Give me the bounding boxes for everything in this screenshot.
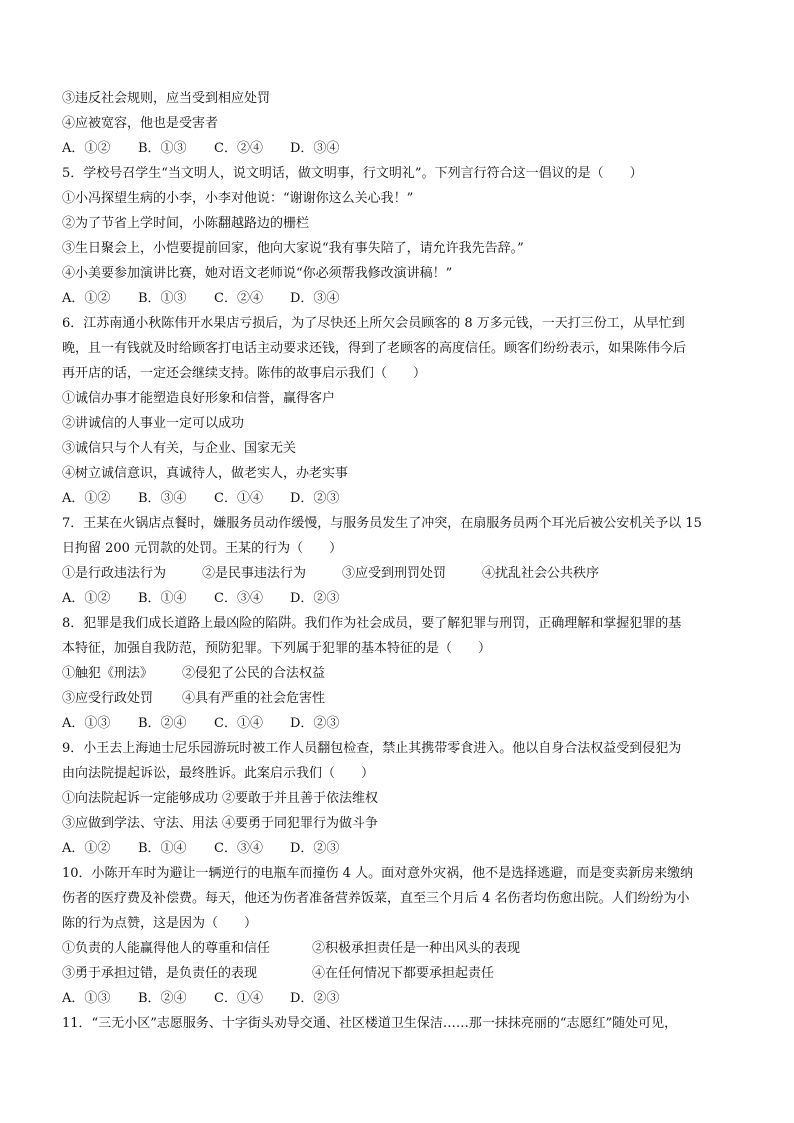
q5-item-1: ①小冯探望生病的小李，小李对他说：“谢谢你这么关心我！” [62, 191, 414, 206]
q9-item-4: ④要勇于同犯罪行为做斗争 [222, 816, 379, 831]
q10-item-2: ②积极承担责任是一种出风头的表现 [312, 941, 521, 956]
q5-item-4: ④小美要参加演讲比赛，她对语文老师说“你必须帮我修改演讲稿！” [62, 266, 453, 281]
q6-options [62, 486, 742, 511]
option-a: A．①② [62, 291, 111, 306]
option-a: A．①② [62, 141, 111, 156]
q7-items [62, 561, 742, 586]
q9-items-row-2 [62, 811, 742, 836]
option-b: B．①④ [138, 591, 187, 606]
q8-items-row-1 [62, 661, 742, 686]
option-c: C．①④ [214, 991, 263, 1006]
question-6 [62, 311, 742, 511]
option-c: C．①④ [214, 716, 263, 731]
question-stem-line: 晚，且一有钱就及时给顾客打电话主动要求还钱，得到了老顾客的高度信任。顾客们纷纷表示，如果陈伟今后 [62, 341, 687, 356]
q10-item-3: ③勇于承担过错，是负责任的表现 [62, 966, 258, 981]
question-stem-line: 伤者的医疗费及补偿费。每天，他还为伤者准备营养饭菜，直至三个月后 4 名伤者均伤愈出院。人们纷纷为小 [62, 891, 690, 906]
question-7 [62, 511, 742, 611]
question-10 [62, 861, 742, 1011]
q4-options [62, 136, 742, 161]
q8-item-1: ①触犯《刑法》 [62, 666, 154, 681]
question-stem: 5．学校号召学生“当文明人，说文明话，做文明事，行文明礼”。下列言行符合这一倡议的是（ ） [62, 166, 643, 181]
question-11 [62, 1011, 742, 1036]
question-stem-line: 陈的行为点赞，这是因为（ ） [62, 916, 258, 931]
q7-item-2: ②是民事违法行为 [202, 566, 307, 581]
q10-item-4: ④在任何情况下都要承担起责任 [312, 966, 495, 981]
option-a: A．①② [62, 841, 111, 856]
option-b: B．①③ [138, 141, 187, 156]
option-b: B．①③ [138, 291, 187, 306]
q7-item-4: ④扰乱社会公共秩序 [482, 566, 600, 581]
q10-item-1: ①负责的人能赢得他人的尊重和信任 [62, 941, 271, 956]
q4-item-4: ④应被宽容，他也是受害者 [62, 116, 219, 131]
q7-item-1: ①是行政违法行为 [62, 566, 167, 581]
q6-item-4: ④树立诚信意识，真诚待人，做老实人，办老实事 [62, 466, 349, 481]
q9-items-row-1 [62, 786, 742, 811]
option-b: B．③④ [138, 491, 187, 506]
option-a: A．①② [62, 591, 111, 606]
option-b: B．①④ [138, 841, 187, 856]
question-9 [62, 736, 742, 861]
option-c: C．②④ [214, 291, 263, 306]
q9-item-1: ①向法院起诉一定能够成功 [62, 791, 219, 806]
option-b: B．②④ [138, 716, 187, 731]
option-a: A．①② [62, 491, 111, 506]
option-c: C．②④ [214, 141, 263, 156]
q8-options [62, 711, 742, 736]
option-a: A．①③ [62, 991, 111, 1006]
q4-item-3: ③违反社会规则，应当受到相应处罚 [62, 91, 271, 106]
question-stem-line: 7．王某在火锅店点餐时，嫌服务员动作缓慢，与服务员发生了冲突，在扇服务员两个耳光后被公安机关予以 15 [62, 516, 702, 531]
q10-options [62, 986, 742, 1011]
q5-item-2: ②为了节省上学时间，小陈翻越路边的栅栏 [62, 216, 310, 231]
q7-item-3: ③应受到刑罚处罚 [342, 566, 447, 581]
q5-options [62, 286, 742, 311]
option-c: C．①④ [214, 491, 263, 506]
question-5 [62, 161, 742, 311]
question-8 [62, 611, 742, 736]
option-d: D．②③ [290, 716, 340, 731]
q8-item-4: ④具有严重的社会危害性 [182, 691, 326, 706]
question-stem-line: 8．犯罪是我们成长道路上最凶险的陷阱。我们作为社会成员，要了解犯罪与刑罚，正确理解和掌握犯罪的基 [62, 616, 682, 631]
q8-item-3: ③应受行政处罚 [62, 691, 154, 706]
option-a: A．①③ [62, 716, 111, 731]
question-stem-line: 由向法院提起诉讼，最终胜诉。此案启示我们（ ） [62, 766, 375, 781]
question-stem-line: 本特征，加强自我防范，预防犯罪。下列属于犯罪的基本特征的是（ ） [62, 641, 492, 656]
q10-items-row-1 [62, 936, 742, 961]
q5-item-3: ③生日聚会上，小恺要提前回家，他向大家说“我有事失陪了，请允许我先告辞。” [62, 241, 524, 256]
question-stem-line: 6．江苏南通小秋陈伟开水果店亏损后，为了尽快还上所欠会员顾客的 8 万多元钱，一天打三份工，从早忙到 [62, 316, 685, 331]
option-b: B．②④ [138, 991, 187, 1006]
question-stem-line: 11．“三无小区”志愿服务、十字街头劝导交通、社区楼道卫生保洁……那一抹抹亮丽的“志愿红”随处可见， [62, 1016, 678, 1031]
option-d: D．②③ [290, 491, 340, 506]
q6-item-3: ③诚信只与个人有关，与企业、国家无关 [62, 441, 297, 456]
option-d: D．③④ [290, 291, 340, 306]
option-d: D．②③ [290, 591, 340, 606]
q9-options [62, 836, 742, 861]
option-d: D．②③ [290, 841, 340, 856]
question-stem-line: 9．小王去上海迪士尼乐园游玩时被工作人员翻包检查，禁止其携带零食进入。他以自身合法权益受到侵犯为 [62, 741, 682, 756]
q8-item-2: ②侵犯了公民的合法权益 [182, 666, 326, 681]
exam-page [62, 86, 742, 1036]
q9-item-3: ③应做到学法、守法、用法 [62, 816, 219, 831]
q10-items-row-2 [62, 961, 742, 986]
question-stem-line: 日拘留 200 元罚款的处罚。王某的行为（ ） [62, 541, 343, 556]
q4-tail [62, 86, 742, 161]
question-stem-line: 再开店的话，一定还会继续支持。陈伟的故事启示我们（ ） [62, 366, 427, 381]
q7-options [62, 586, 742, 611]
option-d: D．③④ [290, 141, 340, 156]
option-d: D．②③ [290, 991, 340, 1006]
q9-item-2: ②要敢于并且善于依法维权 [222, 791, 379, 806]
question-stem-line: 10．小陈开车时为避让一辆逆行的电瓶车而撞伤 4 人。面对意外灾祸，他不是选择逃避，而是变卖新房来缴纳 [62, 866, 694, 881]
option-c: C．③④ [214, 591, 263, 606]
q6-item-2: ②讲诚信的人事业一定可以成功 [62, 416, 245, 431]
q6-item-1: ①诚信办事才能塑造良好形象和信誉，赢得客户 [62, 391, 336, 406]
option-c: C．③④ [214, 841, 263, 856]
q8-items-row-2 [62, 686, 742, 711]
